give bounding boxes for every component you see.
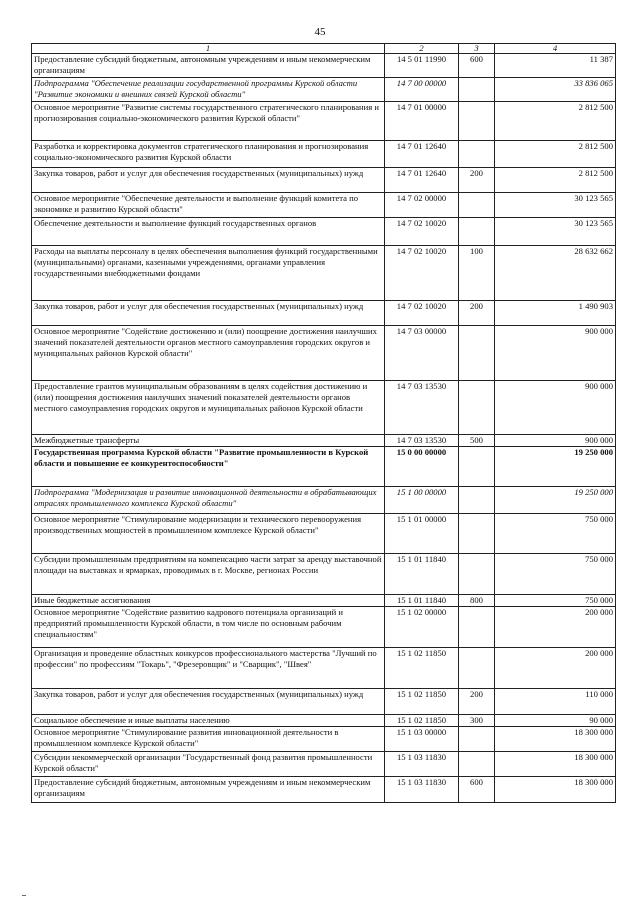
row-name-cell: Организация и проведение областных конкурсов профессионального мастерства "Лучший по профессии" по профессиям "Токарь", "Фрезеровщик" и "Сварщик", "Швея"	[32, 648, 385, 689]
row-sum-cell: 18 300 000	[495, 727, 616, 752]
table-header-row	[32, 44, 616, 54]
row-type-cell: 300	[459, 715, 495, 727]
row-type-cell	[459, 218, 495, 246]
table-row	[32, 326, 616, 381]
row-type-cell	[459, 727, 495, 752]
table-row	[32, 218, 616, 246]
row-type-cell	[459, 102, 495, 141]
row-name-cell: Государственная программа Курской области "Развитие промышленности в Курской области и повышение ее конкурентоспособности"	[32, 447, 385, 487]
row-name-cell: Предоставление субсидий бюджетным, автономным учреждениям и иным некоммерческим организациям	[32, 54, 385, 78]
table-row	[32, 487, 616, 514]
table-row	[32, 102, 616, 141]
row-code-cell: 15 1 03 11830	[385, 777, 459, 803]
table-row	[32, 689, 616, 715]
row-code-cell: 15 1 02 11850	[385, 715, 459, 727]
table-row	[32, 607, 616, 648]
table-row	[32, 648, 616, 689]
table-row	[32, 54, 616, 78]
row-name-cell: Закупка товаров, работ и услуг для обеспечения государственных (муниципальных) нужд	[32, 168, 385, 193]
row-name-cell: Субсидии некоммерческой организации "Государственный фонд развития промышленности Курской области"	[32, 752, 385, 777]
table-row	[32, 715, 616, 727]
row-sum-cell: 2 812 500	[495, 168, 616, 193]
row-name-cell: Межбюджетные трансферты	[32, 435, 385, 447]
row-code-cell: 14 7 01 12640	[385, 168, 459, 193]
row-sum-cell: 30 123 565	[495, 193, 616, 218]
row-name-cell: Иные бюджетные ассигнования	[32, 595, 385, 607]
row-sum-cell: 900 000	[495, 381, 616, 435]
table-row	[32, 727, 616, 752]
row-sum-cell: 11 387	[495, 54, 616, 78]
row-type-cell	[459, 752, 495, 777]
row-sum-cell: 750 000	[495, 514, 616, 554]
row-sum-cell: 900 000	[495, 326, 616, 381]
scan-artifact	[22, 895, 26, 896]
row-type-cell: 200	[459, 689, 495, 715]
row-sum-cell: 28 632 662	[495, 246, 616, 301]
row-type-cell	[459, 607, 495, 648]
row-sum-cell: 90 000	[495, 715, 616, 727]
table-row	[32, 193, 616, 218]
table-row	[32, 435, 616, 447]
row-name-cell: Основное мероприятие "Содействие достижению и (или) поощрение достижения наилучших значений показателей деятельности органов местного самоуправления городских округов и муниципальных районов Курской области"	[32, 326, 385, 381]
table-row	[32, 554, 616, 595]
row-code-cell: 15 1 02 11850	[385, 648, 459, 689]
row-name-cell: Закупка товаров, работ и услуг для обеспечения государственных (муниципальных) нужд	[32, 689, 385, 715]
row-code-cell: 15 1 01 11840	[385, 554, 459, 595]
row-name-cell: Предоставление субсидий бюджетным, автономным учреждениям и иным некоммерческим организациям	[32, 777, 385, 803]
budget-table	[31, 43, 616, 803]
table-row	[32, 447, 616, 487]
table-row	[32, 514, 616, 554]
row-type-cell	[459, 141, 495, 168]
row-name-cell: Социальное обеспечение и иные выплаты населению	[32, 715, 385, 727]
row-name-cell: Основное мероприятие "Обеспечение деятельности и выполнение функций комитета по экономике и развитию Курской области"	[32, 193, 385, 218]
table-row	[32, 595, 616, 607]
row-type-cell: 800	[459, 595, 495, 607]
row-name-cell: Обеспечение деятельности и выполнение функций государственных органов	[32, 218, 385, 246]
row-type-cell	[459, 326, 495, 381]
row-name-cell: Закупка товаров, работ и услуг для обеспечения государственных (муниципальных) нужд	[32, 301, 385, 326]
row-sum-cell: 30 123 565	[495, 218, 616, 246]
row-type-cell	[459, 78, 495, 102]
row-name-cell: Основное мероприятие "Стимулирование модернизации и технического перевооружения производственных мощностей в промышленном комплексе Курской области"	[32, 514, 385, 554]
row-type-cell: 500	[459, 435, 495, 447]
row-code-cell: 14 7 01 00000	[385, 102, 459, 141]
row-code-cell: 15 0 00 00000	[385, 447, 459, 487]
row-sum-cell: 18 300 000	[495, 752, 616, 777]
header-col-sum: 4	[495, 44, 616, 54]
row-code-cell: 15 1 03 11830	[385, 752, 459, 777]
table-row	[32, 141, 616, 168]
row-type-cell: 600	[459, 54, 495, 78]
row-type-cell	[459, 447, 495, 487]
table-row	[32, 246, 616, 301]
row-sum-cell: 33 836 065	[495, 78, 616, 102]
row-code-cell: 14 7 02 00000	[385, 193, 459, 218]
row-code-cell: 14 7 02 10020	[385, 246, 459, 301]
row-sum-cell: 19 250 000	[495, 447, 616, 487]
row-name-cell: Расходы на выплаты персоналу в целях обеспечения выполнения функций государственными (муниципальными) органами, казенными учреждениями, органами управления государственными внебюджетными фондами	[32, 246, 385, 301]
row-sum-cell: 19 250 000	[495, 487, 616, 514]
header-col-type: 3	[459, 44, 495, 54]
row-code-cell: 15 1 03 00000	[385, 727, 459, 752]
row-type-cell: 600	[459, 777, 495, 803]
row-type-cell	[459, 487, 495, 514]
row-sum-cell: 750 000	[495, 595, 616, 607]
row-code-cell: 14 7 02 10020	[385, 218, 459, 246]
row-name-cell: Основное мероприятие "Развитие системы государственного стратегического планирования и прогнозирования социально-экономического развития Курской области"	[32, 102, 385, 141]
row-code-cell: 14 7 02 10020	[385, 301, 459, 326]
row-sum-cell: 900 000	[495, 435, 616, 447]
row-code-cell: 15 1 01 11840	[385, 595, 459, 607]
page-number: 45	[314, 26, 326, 38]
row-code-cell: 14 7 01 12640	[385, 141, 459, 168]
row-sum-cell: 200 000	[495, 607, 616, 648]
row-name-cell: Подпрограмма "Модернизация и развитие инновационной деятельности в обрабатывающих отраслях промышленного комплекса Курской области"	[32, 487, 385, 514]
row-code-cell: 14 5 01 11990	[385, 54, 459, 78]
row-name-cell: Разработка и корректировка документов стратегического планирования и прогнозирования социально-экономического развития Курской области	[32, 141, 385, 168]
table-row	[32, 78, 616, 102]
table-row	[32, 777, 616, 803]
row-sum-cell: 18 300 000	[495, 777, 616, 803]
row-name-cell: Основное мероприятие "Стимулирование развития инновационной деятельности в промышленном комплексе Курской области"	[32, 727, 385, 752]
row-name-cell: Предоставление грантов муниципальным образованиям в целях содействия достижению и (или) поощрения достижения наилучших значений показателей деятельности органов местного самоуправления городских округов и муниципальных районов Курской области	[32, 381, 385, 435]
row-type-cell: 200	[459, 168, 495, 193]
row-type-cell: 200	[459, 301, 495, 326]
row-code-cell: 15 1 02 11850	[385, 689, 459, 715]
row-name-cell: Подпрограмма "Обеспечение реализации государственной программы Курской области "Развитие экономики и внешних связей Курской области"	[32, 78, 385, 102]
row-type-cell	[459, 193, 495, 218]
row-code-cell: 14 7 03 00000	[385, 326, 459, 381]
row-sum-cell: 200 000	[495, 648, 616, 689]
row-sum-cell: 1 490 903	[495, 301, 616, 326]
row-sum-cell: 2 812 500	[495, 102, 616, 141]
row-type-cell: 100	[459, 246, 495, 301]
row-type-cell	[459, 514, 495, 554]
row-name-cell: Субсидии промышленным предприятиям на компенсацию части затрат за аренду выставочной площади на выставках и ярмарках, проводимых в г. Москве, регионах России	[32, 554, 385, 595]
row-code-cell: 15 1 02 00000	[385, 607, 459, 648]
table-row	[32, 301, 616, 326]
table-row	[32, 752, 616, 777]
header-col-code: 2	[385, 44, 459, 54]
row-sum-cell: 110 000	[495, 689, 616, 715]
row-sum-cell: 750 000	[495, 554, 616, 595]
row-code-cell: 14 7 00 00000	[385, 78, 459, 102]
row-sum-cell: 2 812 500	[495, 141, 616, 168]
row-code-cell: 15 1 00 00000	[385, 487, 459, 514]
row-code-cell: 14 7 03 13530	[385, 381, 459, 435]
row-name-cell: Основное мероприятие "Содействие развитию кадрового потенциала организаций и предприятий промышленности Курской области, в том числе по основным рабочим специальностям"	[32, 607, 385, 648]
row-code-cell: 15 1 01 00000	[385, 514, 459, 554]
row-code-cell: 14 7 03 13530	[385, 435, 459, 447]
row-type-cell	[459, 381, 495, 435]
table-row	[32, 168, 616, 193]
header-col-name: 1	[32, 44, 385, 54]
row-type-cell	[459, 554, 495, 595]
row-type-cell	[459, 648, 495, 689]
table-row	[32, 381, 616, 435]
